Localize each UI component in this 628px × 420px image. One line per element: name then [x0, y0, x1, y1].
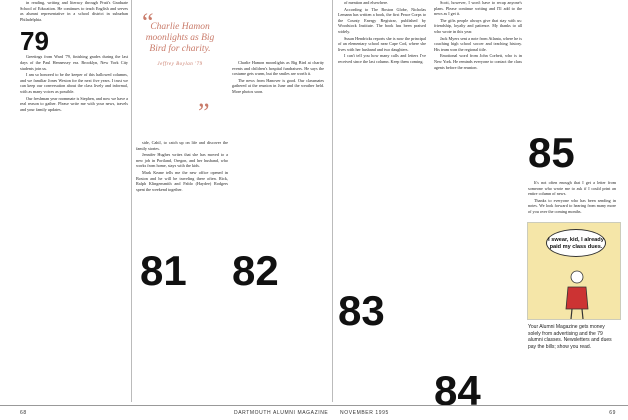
cartoon-caption: Your Alumni Magazine gets money solely from advertising and the 79 alumni classes. Newsletters and dues pay the bills; show you read.	[528, 324, 612, 350]
class-number-85: 85	[528, 129, 575, 176]
column-paragraph: Charlie Hamon moonlights as Big Bird at charity events and children's hospital fundraisers. He says the costume gets warm, but the smiles are worth it.	[232, 60, 324, 77]
page-number-right: 69	[609, 410, 616, 416]
column-paragraph: Mark Keane tells me the new office opened in Boston and he will be traveling there often. Rick, Ralph Klingensmith and Pablo (Haydee) Rodgers spent the weekend together.	[136, 169, 228, 192]
column-4	[338, 0, 426, 66]
column-paragraph: It's not often enough that I get a letter from someone who wrote me to ask if I could print an entire column of news.	[528, 180, 616, 197]
column-paragraph: Greetings from Ward '79, finishing grades during the last days of the Paul Hennessey era. Brooklyn, New York City students join us.	[20, 54, 128, 71]
column-paragraph: Jennifer Hughes writes that she has moved to a new job in Portland, Oregon, and her husband, who works from home, stays with the kids.	[136, 152, 228, 169]
cartoon-figure-icon	[562, 269, 592, 319]
class-number-83: 83	[338, 287, 385, 334]
class-number-82: 82	[232, 247, 279, 294]
column-paragraph: Thanks to everyone who has been sending in notes. We look forward to hearing from many more of you over the coming months.	[528, 197, 616, 214]
column-paragraph: Scott, however, I won't have to recap anyone's plans. Please continue writing and I'll add to the news as I get it.	[434, 0, 522, 17]
column-paragraph: The news from Hanover is good. Our classmates gathered at the reunion in June and the weather held. More photos soon.	[232, 77, 324, 94]
column-5	[434, 0, 522, 71]
class-number-79: 79	[20, 26, 49, 56]
column-paragraph: The gifts people always give that stay with us: friendship, loyalty and patience. My thanks to all who wrote in this year.	[434, 17, 522, 34]
page-number-left: 68	[20, 410, 27, 416]
column-2	[136, 140, 228, 193]
column-1	[20, 0, 128, 113]
pull-quote	[140, 22, 220, 70]
column-divider	[131, 0, 132, 402]
column-3	[232, 60, 324, 96]
column-paragraph: Our freshman year roommate is Stephen, and now we have a real reason to gather. Please write me with your news, travels and your family updates.	[20, 95, 128, 112]
column-paragraph: According to The Boston Globe, Nicholas Lemann has written a book, the first Peace Corps to the County Energy Registrar, published by Woodstock Institute. The book has been praised widely.	[338, 6, 426, 34]
column-6	[528, 180, 616, 216]
column-paragraph: in reading, writing and literacy through Pratt's Graduate School of Education. He continues to teach English and serves as alumni representative in a school district in suburban Philadelphia.	[20, 0, 128, 22]
column-paragraph: of mention and elsewhere.	[344, 0, 389, 5]
column-paragraph: I am so honored to be the keeper of this hallowed columns, and we familiar Jones Weston for the next five years. I trust we can keep our conversation about the class lively and informal, with as many voices as possible.	[20, 72, 128, 94]
cartoon-illustration	[527, 222, 621, 320]
column-paragraph: Emotional word from John Corbett, who is in New York. He reminds everyone to contact the class agents before the reunion.	[434, 53, 522, 70]
column-paragraph: Susan Hendricks reports she is now the principal of an elementary school near Cape Cod, where she lives with her husband and two daughters.	[338, 35, 426, 52]
close-quote-icon: ”	[198, 98, 210, 127]
column-paragraph: I can't tell you how many calls and letters I've received since the last column. Keep them coming.	[338, 53, 426, 64]
column-paragraph: side, Cahil, to catch up on life and discover the family stories.	[136, 140, 228, 151]
magazine-name: DARTMOUTH ALUMNI MAGAZINE	[234, 410, 329, 416]
pull-quote-byline: Jeffrey Boylan '79	[157, 62, 203, 67]
speech-bubble: I swear, kid, I already paid my class dues.	[546, 229, 606, 257]
class-number-84: 84	[434, 367, 481, 414]
page-footer	[0, 405, 628, 420]
pull-quote-text: Charlie Hamon moonlights as Big Bird for charity.	[145, 22, 215, 54]
open-quote-icon: “	[142, 8, 154, 37]
issue-date: NOVEMBER 1995	[340, 410, 389, 416]
class-number-81: 81	[140, 247, 187, 294]
gutter-divider	[332, 0, 333, 402]
column-paragraph: Jack Myers sent a note from Atlanta, where he is coaching high school soccer and teaching history. His team won the regional title.	[434, 35, 522, 52]
